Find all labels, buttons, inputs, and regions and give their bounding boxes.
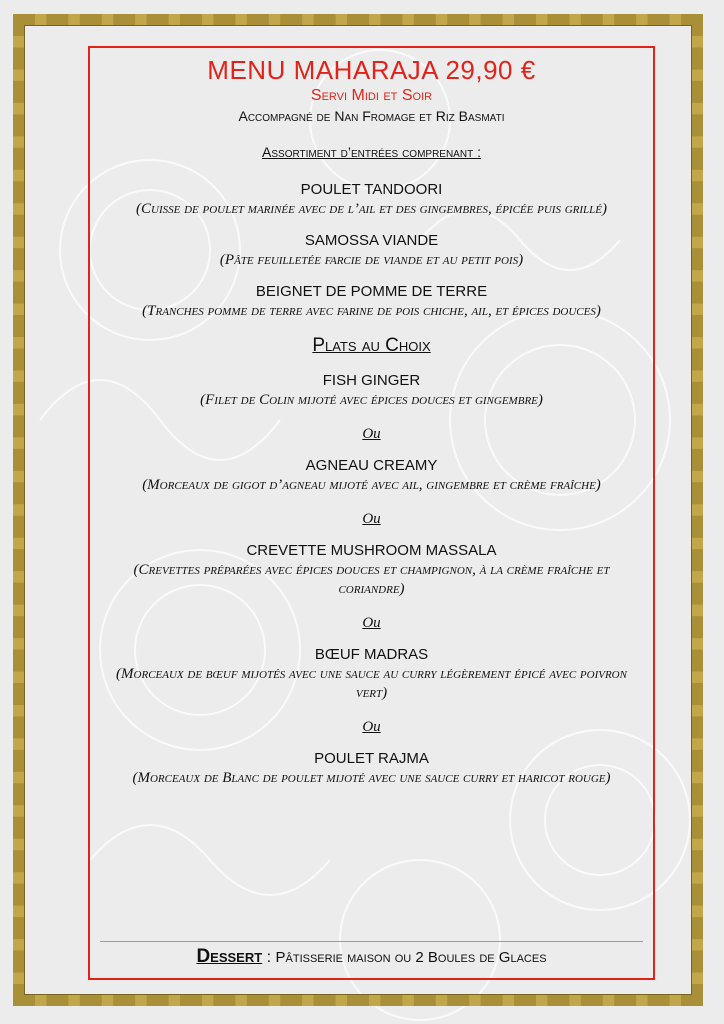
main-item (90, 645, 653, 703)
dessert-text: Pâtisserie maison ou 2 Boules de Glaces (275, 949, 547, 966)
or-separator: Ou (362, 511, 381, 527)
starter-item (90, 231, 653, 270)
dish-name: POULET RAJMA (314, 750, 429, 767)
dish-description: (Filet de Colin mijoté avec épices douces et gingembre) (200, 392, 543, 408)
dish-description: (Morceaux de Blanc de poulet mijoté avec une sauce curry et haricot rouge) (132, 770, 611, 786)
dish-name: BEIGNET DE POMME DE TERRE (255, 283, 488, 300)
starter-item (90, 180, 653, 219)
menu-content (90, 48, 653, 788)
accompaniment-line: Accompagné de Nan Fromage et Riz Basmati (238, 108, 505, 124)
dish-name: BŒUF MADRAS (314, 646, 429, 663)
dessert-label: Dessert (196, 946, 263, 967)
dessert-divider (100, 941, 643, 942)
or-separator: Ou (362, 719, 381, 735)
dish-description: (Cuisse de poulet marinée avec de l’ail et des gingembres, épicée puis grillé) (136, 201, 607, 217)
dish-name: FISH GINGER (322, 372, 421, 389)
main-item (90, 371, 653, 410)
or-separator: Ou (362, 615, 381, 631)
starter-item (90, 282, 653, 321)
menu-title: MENU MAHARAJA 29,90 € (207, 55, 536, 85)
dish-description: (Morceaux de gigot d’agneau mijoté avec ail, gingembre et crème fraîche) (142, 477, 601, 493)
dish-name: AGNEAU CREAMY (305, 457, 438, 474)
dish-name: CREVETTE MUSHROOM MASSALA (246, 542, 497, 559)
dish-description: (Pâte feuilletée farcie de viande et au petit pois) (219, 252, 524, 268)
main-item (90, 749, 653, 788)
dessert-separator: : (262, 949, 276, 966)
served-subtitle: Servi Midi et Soir (310, 87, 433, 104)
main-item (90, 456, 653, 495)
or-separator: Ou (362, 426, 381, 442)
dish-description: (Tranches pomme de terre avec farine de pois chiche, ail, et épices douces) (142, 303, 601, 319)
starters-heading: Assortiment d’entrées comprenant : (262, 144, 481, 160)
main-item (90, 541, 653, 599)
mains-heading: Plats au Choix (312, 335, 431, 356)
dish-description: (Morceaux de bœuf mijotés avec une sauce au curry légèrement épicé avec poivron vert) (116, 666, 627, 701)
dessert-line (90, 945, 653, 970)
dish-name: POULET TANDOORI (300, 181, 443, 198)
dish-description: (Crevettes préparées avec épices douces et champignon, à la crème fraîche et coriandre) (133, 562, 610, 597)
dish-name: SAMOSSA VIANDE (304, 232, 439, 249)
